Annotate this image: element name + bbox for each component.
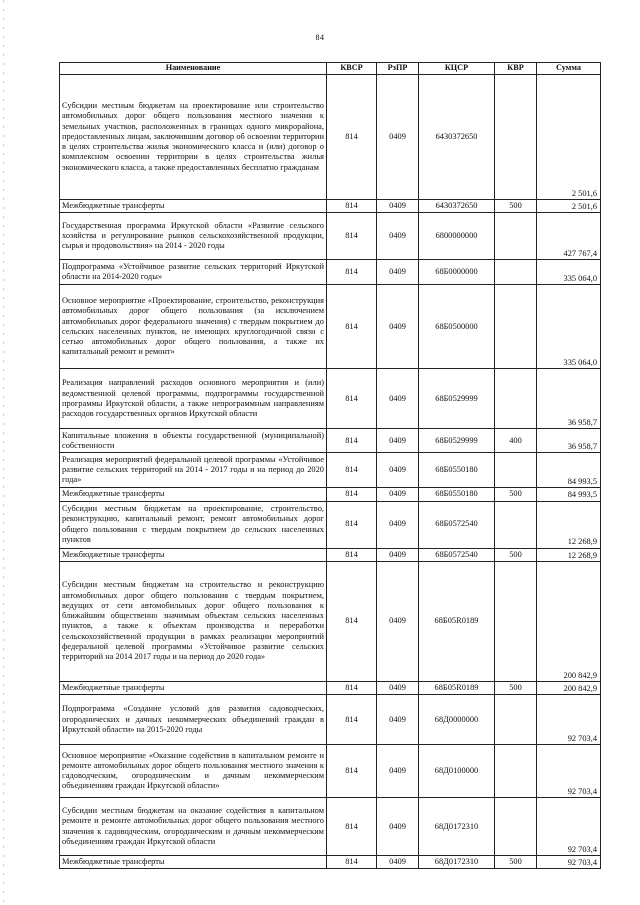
table-row	[60, 798, 601, 856]
row-kvr	[495, 285, 537, 369]
row-rzpr: 0409	[377, 488, 419, 501]
row-rzpr: 0409	[377, 561, 419, 681]
row-kvsr: 814	[327, 695, 377, 745]
row-sum: 84 993,5	[537, 453, 601, 488]
row-rzpr: 0409	[377, 213, 419, 260]
row-kcsr: 68Б0500000	[419, 285, 495, 369]
row-name: Межбюджетные трансферты	[60, 681, 327, 694]
row-name: Субсидии местным бюджетам на оказание содействия в капитальном ремонте и ремонте автомобильных дорог общего пользования местного значения к садоводческим, огородническим и дачным некоммерческим объединениям граждан Иркутской области	[60, 798, 327, 856]
row-kvr: 500	[495, 200, 537, 213]
table-row	[60, 213, 601, 260]
column-header-kvsr: КВСР	[327, 63, 377, 75]
row-name: Субсидии местным бюджетам на проектирование или строительство автомобильных дорог общего пользования местного значения к земельных участков, расположенных в границах одного микрорайона, предоставленных лицам, заключившим договор об освоении территории в целях строительства жилья экономического класса и (или) договор о комплексном освоении территории в целях строительства жилья экономического класса, а также предоставленных бесплатно гражданам	[60, 75, 327, 200]
row-kvsr: 814	[327, 745, 377, 798]
row-kvsr: 814	[327, 681, 377, 694]
row-kvsr: 814	[327, 548, 377, 561]
row-kvsr: 814	[327, 561, 377, 681]
row-kvr: 500	[495, 681, 537, 694]
row-kcsr: 68Д0000000	[419, 695, 495, 745]
row-name: Подпрограмма «Устойчивое развитие сельских территорий Иркутской области на 2014-2020 годы»	[60, 260, 327, 285]
row-rzpr: 0409	[377, 856, 419, 869]
row-sum: 92 703,4	[537, 695, 601, 745]
row-rzpr: 0409	[377, 429, 419, 453]
row-rzpr: 0409	[377, 798, 419, 856]
row-kvsr: 814	[327, 213, 377, 260]
row-kcsr: 68Д0172310	[419, 856, 495, 869]
row-kvsr: 814	[327, 285, 377, 369]
row-kvr	[495, 745, 537, 798]
table-row	[60, 856, 601, 869]
row-kvr	[495, 453, 537, 488]
row-kvr	[495, 369, 537, 429]
row-kvsr: 814	[327, 798, 377, 856]
row-kcsr: 68Б0529999	[419, 369, 495, 429]
table-row	[60, 548, 601, 561]
row-kcsr: 6430372650	[419, 75, 495, 200]
table-row	[60, 200, 601, 213]
row-kvsr: 814	[327, 453, 377, 488]
row-kcsr: 68Б0529999	[419, 429, 495, 453]
row-kvr: 500	[495, 548, 537, 561]
row-kvr	[495, 260, 537, 285]
row-kvsr: 814	[327, 429, 377, 453]
table-row	[60, 285, 601, 369]
row-name: Межбюджетные трансферты	[60, 488, 327, 501]
row-rzpr: 0409	[377, 548, 419, 561]
row-kvr	[495, 695, 537, 745]
table-row	[60, 260, 601, 285]
table-row	[60, 695, 601, 745]
column-header-name: Наименование	[60, 63, 327, 75]
row-kcsr: 68Б0572540	[419, 548, 495, 561]
row-kcsr: 68Д0100000	[419, 745, 495, 798]
row-kvr: 500	[495, 488, 537, 501]
row-rzpr: 0409	[377, 681, 419, 694]
row-kvr	[495, 501, 537, 548]
row-kvsr: 814	[327, 856, 377, 869]
row-name: Субсидии местным бюджетам на проектирование, строительство, реконструкцию, капитальный ремонт, ремонт автомобильных дорог общего пользования с твердым покрытием до сельских населенных пунктов	[60, 501, 327, 548]
row-kvr	[495, 561, 537, 681]
row-sum: 335 064,0	[537, 285, 601, 369]
row-sum: 335 064,0	[537, 260, 601, 285]
row-kvr	[495, 75, 537, 200]
row-kcsr: 68Б05R0189	[419, 561, 495, 681]
row-name: Субсидии местным бюджетам на строительство и реконструкцию автомобильных дорог общего пользования с твердым покрытием, ведущих от сети автомобильных дорог общего пользования к ближайшим общественно значимым объектам сельских населенных пунктов, а также к объектам производства и переработки сельскохозяйственной продукции в рамках реализации мероприятий федеральной целевой программы «Устойчивое развитие сельских территорий на 2014 2017 годы и на период до 2020 года»	[60, 561, 327, 681]
row-sum: 92 703,4	[537, 798, 601, 856]
row-sum: 200 842,9	[537, 561, 601, 681]
row-name: Основное мероприятие «Проектирование, строительство, реконструкция автомобильных дорог общего пользования (за исключением автомобильных дорог федерального значения) с твердым покрытием до сельских населенных пунктов, не имеющих круглогодичной связи с сетью автомобильных дорог общего пользования, а также их капитальный ремонт и ремонт»	[60, 285, 327, 369]
table-row	[60, 75, 601, 200]
row-kvr	[495, 798, 537, 856]
row-kcsr: 68Б0572540	[419, 501, 495, 548]
table-row	[60, 561, 601, 681]
row-sum: 36 958,7	[537, 429, 601, 453]
row-kvsr: 814	[327, 260, 377, 285]
row-name: Государственная программа Иркутской области «Развитие сельского хозяйства и регулирование рынков сельскохозяйственной продукции, сырья и продовольствия» на 2014 - 2020 годы	[60, 213, 327, 260]
scan-edge	[3, 0, 4, 905]
table-row	[60, 501, 601, 548]
row-rzpr: 0409	[377, 75, 419, 200]
row-sum: 2 501,6	[537, 75, 601, 200]
table-row	[60, 488, 601, 501]
column-header-sum: Сумма	[537, 63, 601, 75]
row-kcsr: 68Д0172310	[419, 798, 495, 856]
row-kvr: 500	[495, 856, 537, 869]
row-name: Подпрограмма «Создание условий для развития садоводческих, огороднических и дачных некоммерческих объединений граждан в Иркутской области» на 2015-2020 годы	[60, 695, 327, 745]
row-sum: 36 958,7	[537, 369, 601, 429]
row-sum: 92 703,4	[537, 745, 601, 798]
row-rzpr: 0409	[377, 501, 419, 548]
row-kvsr: 814	[327, 488, 377, 501]
column-header-kvr: КВР	[495, 63, 537, 75]
row-kvsr: 814	[327, 200, 377, 213]
row-kvr	[495, 213, 537, 260]
row-kcsr: 68Б05R0189	[419, 681, 495, 694]
row-name: Межбюджетные трансферты	[60, 856, 327, 869]
budget-table	[59, 62, 601, 869]
row-rzpr: 0409	[377, 695, 419, 745]
table-row	[60, 681, 601, 694]
row-name: Капитальные вложения в объекты государственной (муниципальной) собственности	[60, 429, 327, 453]
table-header-row	[60, 63, 601, 75]
row-kvsr: 814	[327, 369, 377, 429]
column-header-rzpr: РзПР	[377, 63, 419, 75]
column-header-kcsr: КЦСР	[419, 63, 495, 75]
row-sum: 12 268,9	[537, 501, 601, 548]
row-rzpr: 0409	[377, 260, 419, 285]
row-sum: 427 767,4	[537, 213, 601, 260]
page-number: 84	[315, 33, 325, 42]
row-sum: 2 501,6	[537, 200, 601, 213]
row-name: Основное мероприятие «Оказание содействия в капитальном ремонте и ремонте автомобильных дорог общего пользования местного значения к садоводческим, огородническим и дачным некоммерческим объединениям граждан Иркутской области»	[60, 745, 327, 798]
row-name: Межбюджетные трансферты	[60, 548, 327, 561]
row-kvr: 400	[495, 429, 537, 453]
row-rzpr: 0409	[377, 369, 419, 429]
table-row	[60, 429, 601, 453]
row-rzpr: 0409	[377, 200, 419, 213]
row-kvsr: 814	[327, 75, 377, 200]
row-kcsr: 6430372650	[419, 200, 495, 213]
row-name: Межбюджетные трансферты	[60, 200, 327, 213]
row-rzpr: 0409	[377, 285, 419, 369]
row-rzpr: 0409	[377, 453, 419, 488]
row-sum: 200 842,9	[537, 681, 601, 694]
row-sum: 84 993,5	[537, 488, 601, 501]
table-row	[60, 369, 601, 429]
row-sum: 92 703,4	[537, 856, 601, 869]
row-kcsr: 68Б0550180	[419, 453, 495, 488]
row-kvsr: 814	[327, 501, 377, 548]
row-rzpr: 0409	[377, 745, 419, 798]
row-kcsr: 68Б0550180	[419, 488, 495, 501]
budget-table-container	[59, 62, 600, 869]
row-kcsr: 6800000000	[419, 213, 495, 260]
table-row	[60, 453, 601, 488]
table-row	[60, 745, 601, 798]
row-name: Реализация мероприятий федеральной целевой программы «Устойчивое развитие сельских территорий на 2014 - 2017 годы и на период до 2020 года»	[60, 453, 327, 488]
row-kcsr: 68Б0000000	[419, 260, 495, 285]
row-sum: 12 268,9	[537, 548, 601, 561]
row-name: Реализация направлений расходов основного мероприятия и (или) ведомственной целевой программы, подпрограммы государственной программы Иркутской области, а также непрограммным направлениям расходов государственных органов Иркутской области	[60, 369, 327, 429]
